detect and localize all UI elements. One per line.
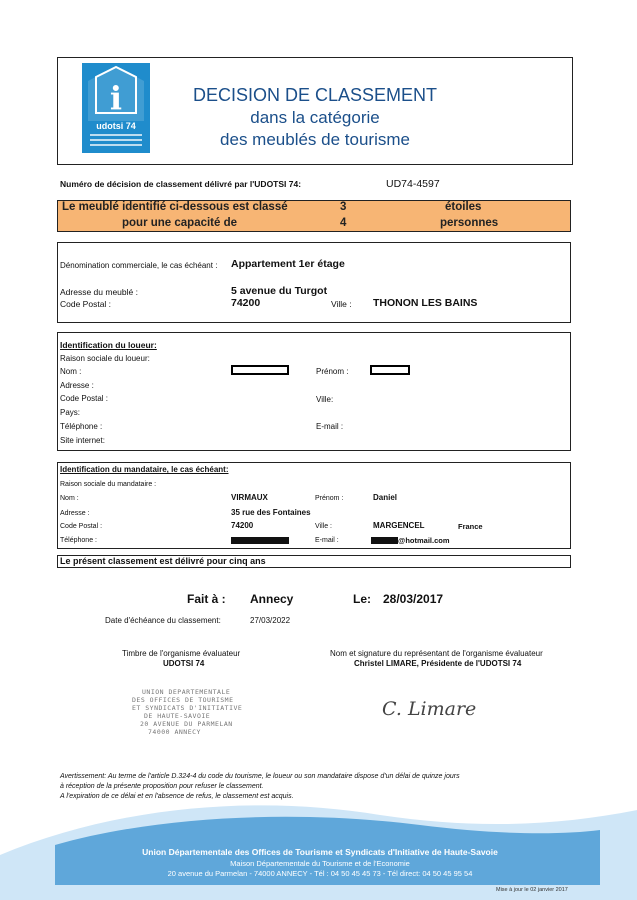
- title-line-2: dans la catégorie: [250, 108, 380, 127]
- classement-capacity-unit: personnes: [440, 217, 499, 229]
- title-line-1: DECISION DE CLASSEMENT: [192, 85, 438, 105]
- lessor-prenom-redaction: [370, 365, 410, 375]
- mandataire-pays-value: France: [458, 522, 483, 531]
- mandataire-adresse-value: 35 rue des Fontaines: [231, 508, 311, 517]
- classement-capacity-value: 4: [340, 217, 347, 229]
- lessor-prenom-label: Prénom :: [316, 367, 349, 376]
- decision-label: Numéro de décision de classement délivré par l'UDOTSI 74:: [60, 179, 302, 189]
- decision-number: UD74-4597: [386, 178, 440, 190]
- mandataire-telephone-label: Téléphone :: [60, 537, 97, 544]
- lessor-section-title: Identification du loueur:: [60, 340, 157, 350]
- stamp-line-3: ET SYNDICATS D'INITIATIVE: [132, 704, 243, 712]
- mandataire-email-label: E-mail :: [315, 537, 339, 544]
- logo-text: udotsi 74: [96, 121, 136, 131]
- notice-line-1: Avertissement: Au terme de l'article D.324-4 du code du tourisme, le loueur ou son mandataire dispose d'un délai de quinze jours: [60, 773, 460, 780]
- property-name-label: Dénomination commerciale, le cas échéant :: [60, 261, 218, 270]
- mandataire-ville-value: MARGENCEL: [373, 521, 425, 530]
- lessor-code-postal-label: Code Postal :: [60, 394, 109, 403]
- lessor-raison-label: Raison sociale du loueur:: [60, 354, 150, 363]
- mandataire-code-postal-value: 74200: [231, 521, 254, 530]
- mandataire-email-redaction: [371, 537, 398, 544]
- logo-letter: i: [109, 79, 123, 117]
- mandataire-code-postal-label: Code Postal :: [60, 523, 103, 530]
- title-line-3: des meublés de tourisme: [220, 130, 410, 149]
- lessor-telephone-label: Téléphone :: [60, 422, 103, 431]
- handwritten-signature: C. Limare: [382, 698, 477, 720]
- classement-stars-value: 3: [340, 201, 347, 213]
- notice-line-3: A l'expiration de ce délai et en l'absence de refus, le classement est acquis.: [60, 793, 294, 800]
- notice-line-2: à réception de la présente proposition pour refuser le classement.: [60, 783, 264, 790]
- property-postal-value: 74200: [231, 297, 261, 309]
- official-stamp: [132, 688, 252, 736]
- mandataire-ville-label: Ville :: [315, 523, 332, 530]
- property-address-value: 5 avenue du Turgot: [231, 285, 328, 297]
- stamp-line-4: DE HAUTE-SAVOIE: [144, 712, 211, 720]
- property-name-value: Appartement 1er étage: [231, 258, 345, 270]
- udotsi-logo: [82, 63, 150, 153]
- property-address-label: Adresse du meublé :: [60, 287, 138, 297]
- echeance-label: Date d'échéance du classement:: [105, 616, 221, 625]
- mandataire-telephone-redaction: [231, 537, 289, 544]
- footer-update: Mise à jour le 02 janvier 2017: [496, 887, 568, 893]
- property-box: [57, 242, 571, 323]
- lessor-ville-label: Ville:: [316, 395, 334, 404]
- footer-line-2: Maison Départementale du Tourisme et de l'Economie: [230, 859, 410, 868]
- lessor-site-label: Site internet:: [60, 436, 105, 445]
- nom-signature-label: Nom et signature du représentant de l'organisme évaluateur: [330, 649, 543, 658]
- mandataire-nom-value: VIRMAUX: [231, 493, 268, 502]
- fait-label: Fait à :: [187, 592, 226, 606]
- lessor-pays-label: Pays:: [60, 408, 81, 417]
- nom-signature-value: Christel LIMARE, Présidente de l'UDOTSI 74: [354, 659, 522, 668]
- property-postal-label: Code Postal :: [60, 299, 112, 309]
- property-city-value: THONON LES BAINS: [373, 297, 478, 309]
- stamp-line-5: 20 AVENUE DU PARMELAN: [140, 720, 233, 728]
- classement-line1-text: Le meublé identifié ci-dessous est classé: [62, 201, 288, 213]
- classement-stars-unit: étoiles: [445, 201, 482, 213]
- footer-line-1: Union Départementale des Offices de Tourisme et Syndicats d'Initiative de Haute-Savoie: [142, 847, 498, 857]
- lessor-nom-redaction: [231, 365, 289, 375]
- lessor-adresse-label: Adresse :: [60, 381, 94, 390]
- mandataire-nom-label: Nom :: [60, 495, 79, 502]
- mandataire-prenom-label: Prénom :: [315, 495, 344, 502]
- le-value: 28/03/2017: [383, 592, 444, 606]
- lessor-nom-label: Nom :: [60, 367, 82, 376]
- echeance-value: 27/03/2022: [250, 616, 291, 625]
- property-city-label: Ville :: [331, 299, 352, 309]
- footer-line-3: 20 avenue du Parmelan - 74000 ANNECY - Tél : 04 50 45 45 73 - Tél direct: 04 50 45 95 54: [167, 869, 473, 878]
- mandataire-email-suffix: @hotmail.com: [398, 536, 450, 545]
- stamp-line-1: UNION DEPARTEMENTALE: [142, 688, 231, 696]
- fait-value: Annecy: [250, 592, 294, 606]
- stamp-line-6: 74000 ANNECY: [148, 728, 201, 736]
- classement-line2-text: pour une capacité de: [122, 217, 238, 229]
- mandataire-raison-label: Raison sociale du mandataire :: [60, 481, 157, 488]
- mandataire-prenom-value: Daniel: [373, 493, 398, 502]
- timbre-label: Timbre de l'organisme évaluateur: [122, 649, 241, 658]
- mandataire-section-title: Identification du mandataire, le cas échéant:: [60, 465, 229, 474]
- stamp-line-2: DES OFFICES DE TOURISME: [132, 696, 234, 704]
- validity-text: Le présent classement est délivré pour cinq ans: [60, 556, 266, 566]
- mandataire-adresse-label: Adresse :: [60, 510, 90, 517]
- lessor-email-label: E-mail :: [316, 422, 344, 431]
- le-label: Le:: [353, 592, 371, 606]
- mandataire-box: [57, 462, 571, 549]
- timbre-org: UDOTSI 74: [163, 659, 205, 668]
